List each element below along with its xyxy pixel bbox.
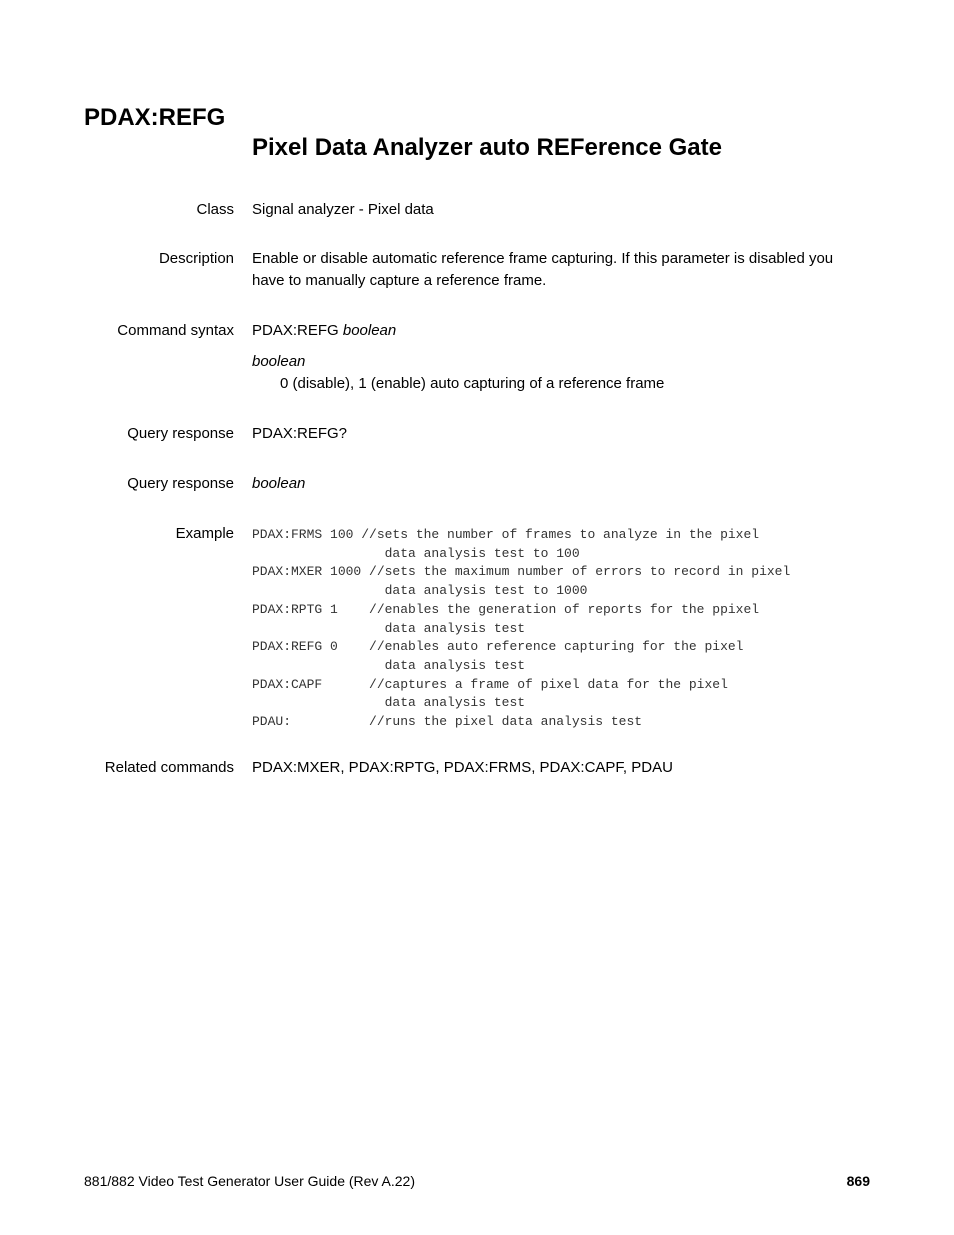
command-name: PDAX:REFG bbox=[84, 104, 226, 131]
command-title: Pixel Data Analyzer auto REFerence Gate bbox=[252, 134, 722, 161]
query-response-value: boolean bbox=[252, 475, 306, 492]
param-block bbox=[252, 351, 862, 395]
description-value: Enable or disable automatic reference frame capturing. If this parameter is disabled you have to manually capture a reference frame. bbox=[252, 250, 834, 289]
param-name: boolean bbox=[252, 353, 306, 370]
footer-page-number: 869 bbox=[846, 1173, 870, 1189]
example-code: PDAX:FRMS 100 //sets the number of frames to analyze in the pixel data analysis test to 100 PDAX:MXER 1000 //sets the maximum number of errors to record in pixel data analysis test to 1000 PDAX:RPTG 1 //enables the generation of reports for the ppixel data analysis test PDAX:REFG 0 //enables auto reference capturing for the pixel data analysis test PDAX:CAPF //captures a frame of pixel data for the pixel data analysis test PDAU: //runs the pixel data analysis test bbox=[252, 527, 791, 730]
related-commands-label: Related commands bbox=[104, 759, 234, 776]
syntax-param: boolean bbox=[342, 322, 397, 339]
description-label: Description bbox=[158, 250, 234, 267]
class-label: Class bbox=[196, 201, 234, 218]
query-response-label: Query response bbox=[127, 475, 234, 492]
query-syntax-value: PDAX:REFG? bbox=[252, 425, 348, 442]
related-commands-value: PDAX:MXER, PDAX:RPTG, PDAX:FRMS, PDAX:CAPF, PDAU bbox=[252, 759, 673, 776]
example-label: Example bbox=[175, 525, 234, 542]
class-value: Signal analyzer - Pixel data bbox=[252, 201, 434, 218]
syntax-command: PDAX:REFG bbox=[252, 322, 343, 339]
command-syntax-value bbox=[252, 320, 862, 342]
query-syntax-label: Query response bbox=[127, 425, 234, 442]
footer-guide-title: 881/882 Video Test Generator User Guide (Rev A.22) bbox=[84, 1173, 416, 1189]
param-description: 0 (disable), 1 (enable) auto capturing of a reference frame bbox=[280, 375, 665, 392]
command-syntax-label: Command syntax bbox=[117, 322, 234, 339]
